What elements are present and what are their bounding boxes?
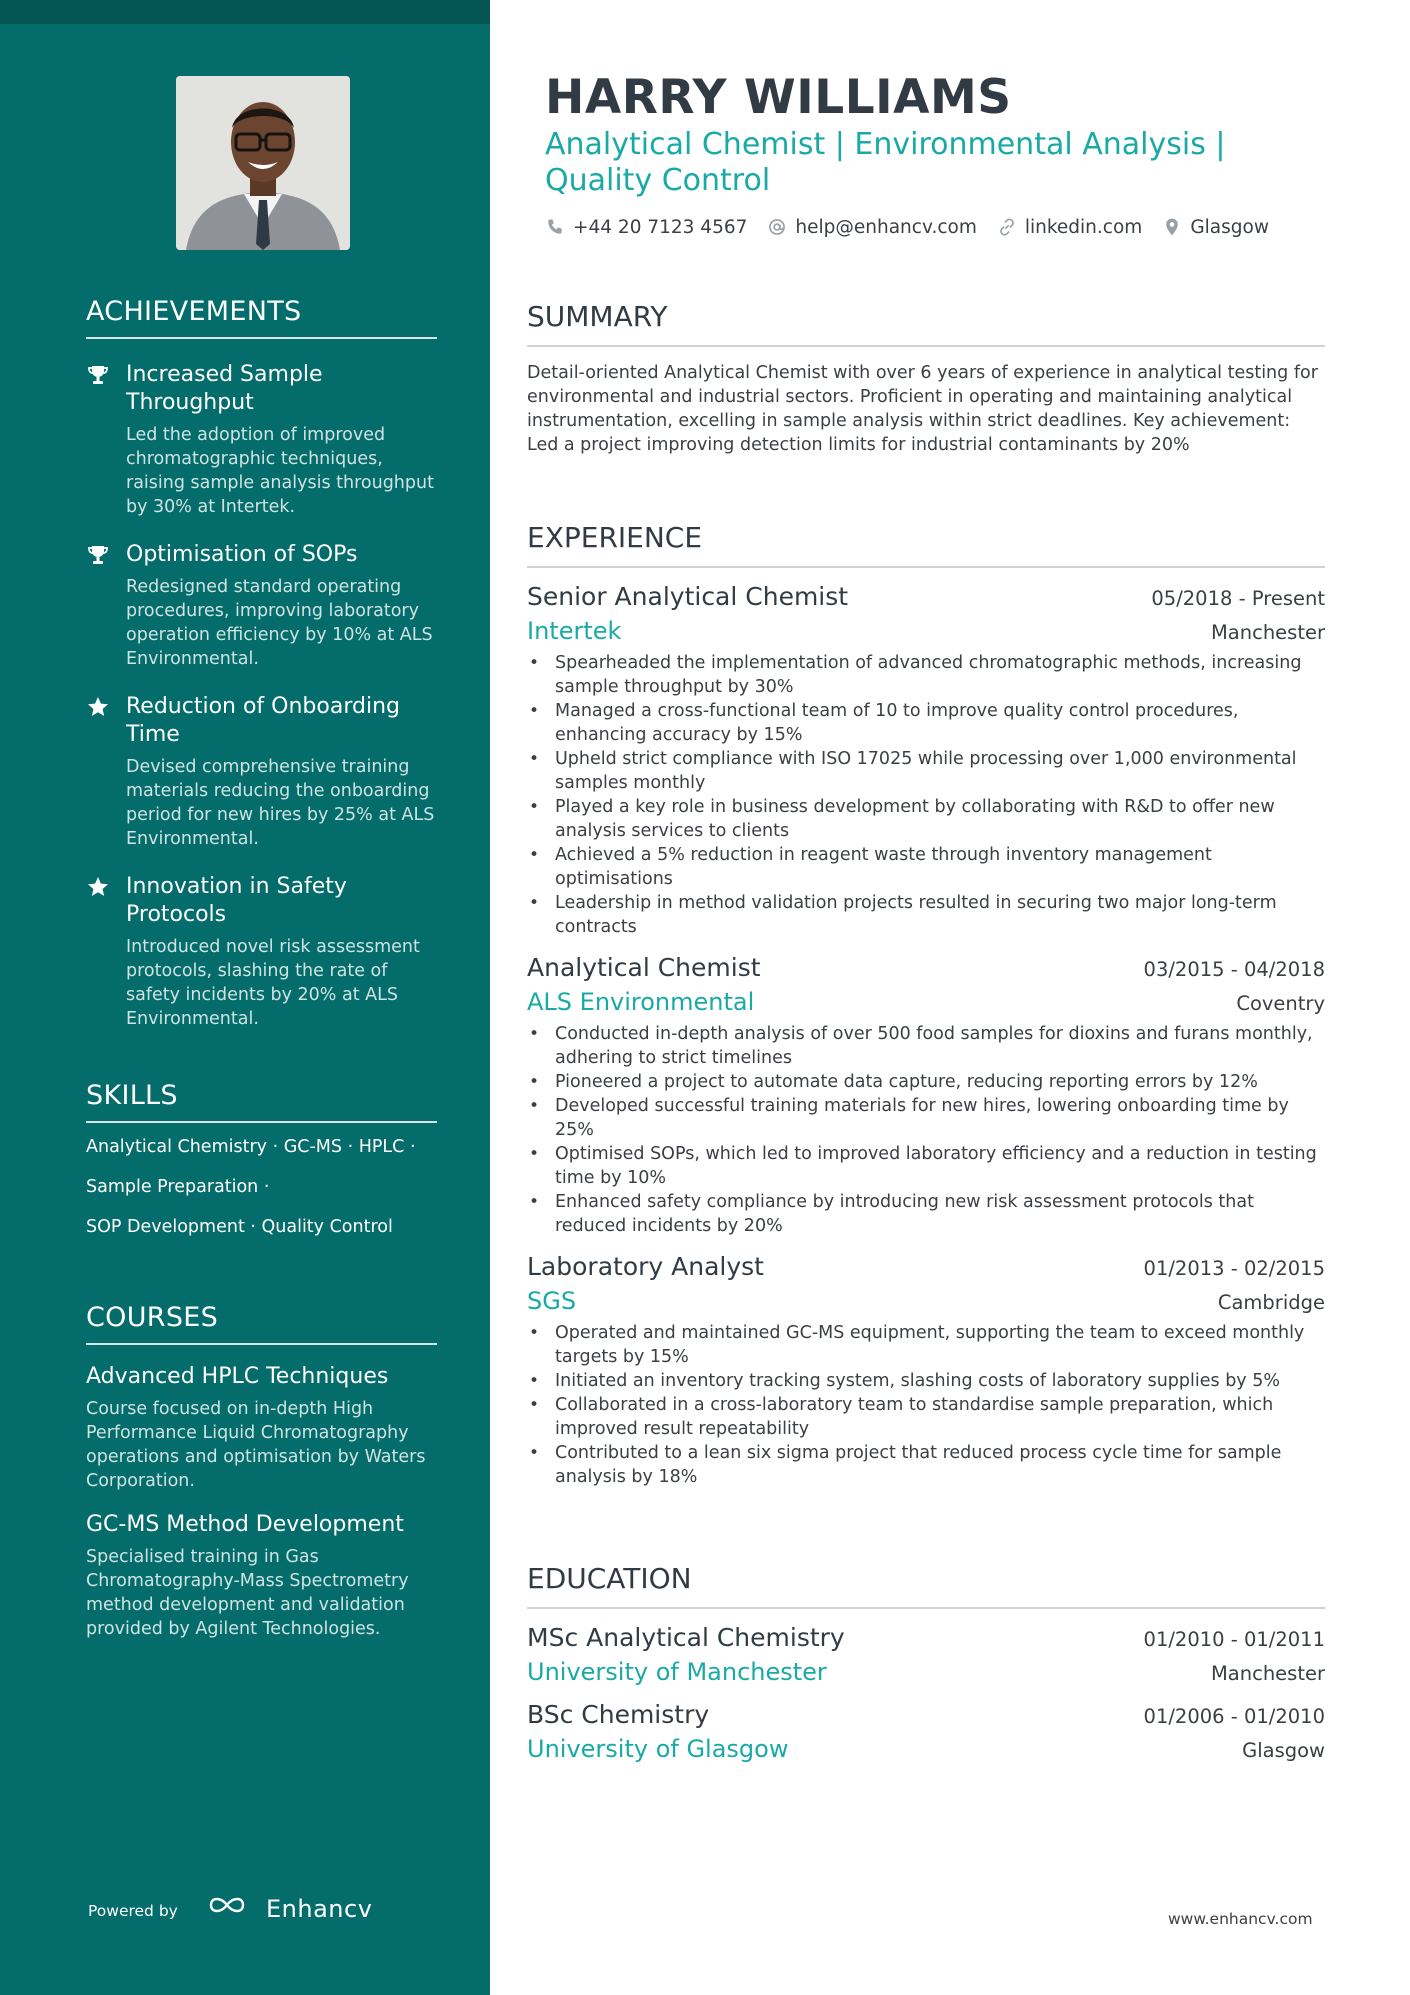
job-date: 03/2015 - 04/2018 [1143, 958, 1325, 981]
achievement-item [86, 873, 437, 1031]
phone-icon [545, 217, 565, 237]
skill-line: SOP Development · Quality Control [86, 1217, 393, 1237]
job-bullet: • Upheld strict compliance with ISO 17025 while processing over 1,000 environmental samples monthly [527, 747, 1325, 795]
job-bullets [527, 1321, 1325, 1489]
job-company-row [527, 1287, 1325, 1315]
job-bullet: • Played a key role in business development by collaborating with R&D to offer new analysis services to clients [527, 795, 1325, 843]
job-bullet: • Conducted in-depth analysis of over 500 food samples for dioxins and furans monthly, adhering to strict timelines [527, 1022, 1325, 1070]
job-bullet: • Initiated an inventory tracking system, slashing costs of laboratory supplies by 5% [527, 1369, 1325, 1393]
achievements-title: ACHIEVEMENTS [86, 296, 437, 339]
course-title: Advanced HPLC Techniques [86, 1364, 389, 1389]
education-location: Glasgow [1242, 1739, 1325, 1762]
enhancv-logo-icon [208, 1892, 246, 1918]
achievements-section [86, 296, 437, 1031]
job-company: Intertek [527, 617, 622, 645]
link-icon [997, 217, 1017, 237]
footer-url[interactable]: www.enhancv.com [1168, 1910, 1313, 1928]
enhancv-brand: Enhancv [266, 1895, 373, 1923]
job-company-row [527, 988, 1325, 1016]
job-location: Coventry [1236, 992, 1325, 1015]
contact-item[interactable] [997, 217, 1142, 238]
contact-item[interactable] [1162, 217, 1269, 238]
achievement-item [86, 361, 437, 519]
achievement-description: Introduced novel risk assessment protocols, slashing the rate of safety incidents by 20% at ALS Environmental. [126, 937, 420, 1029]
courses-section [86, 1302, 437, 1641]
contact-text: linkedin.com [1024, 216, 1143, 238]
education-school-row [527, 1735, 1325, 1763]
job-location: Manchester [1210, 621, 1325, 644]
job-company: ALS Environmental [527, 988, 755, 1016]
course-item [86, 1511, 437, 1641]
contact-text: help@enhancv.com [795, 216, 977, 238]
course-title: GC-MS Method Development [86, 1512, 404, 1537]
skills-title: SKILLS [86, 1080, 437, 1123]
education-entry [527, 1623, 1325, 1686]
job-title: Analytical Chemist [527, 953, 761, 982]
avatar-illustration [176, 76, 350, 250]
education-title: EDUCATION [527, 1562, 1325, 1609]
job-entry [527, 953, 1325, 1238]
job-bullet: • Pioneered a project to automate data capture, reducing reporting errors by 12% [527, 1070, 1325, 1094]
job-header-row [527, 953, 1325, 982]
education-degree: BSc Chemistry [527, 1700, 710, 1729]
star-icon [86, 695, 110, 719]
education-section [527, 1562, 1325, 1763]
achievement-item [86, 541, 437, 671]
trophy-icon [86, 543, 110, 567]
contact-item[interactable] [767, 217, 976, 238]
job-entry [527, 1252, 1325, 1489]
achievement-title: Reduction of Onboarding Time [126, 694, 400, 747]
candidate-headline: Analytical Chemist | Environmental Analysis | Quality Control [545, 127, 1226, 198]
achievement-title: Increased Sample Throughput [126, 362, 323, 415]
education-entry [527, 1700, 1325, 1763]
education-school: University of Glasgow [527, 1735, 789, 1763]
education-school-row [527, 1658, 1325, 1686]
location-icon [1162, 217, 1182, 237]
job-bullets [527, 1022, 1325, 1238]
job-bullet: • Spearheaded the implementation of advanced chromatographic methods, increasing sample throughput by 30% [527, 651, 1325, 699]
job-bullet: • Optimised SOPs, which led to improved laboratory efficiency and a reduction in testing time by 10% [527, 1142, 1325, 1190]
experience-section [527, 521, 1325, 1489]
profile-photo [176, 76, 350, 250]
job-date: 05/2018 - Present [1151, 587, 1325, 610]
education-header-row [527, 1623, 1325, 1652]
achievement-title: Innovation in Safety Protocols [126, 874, 347, 927]
contact-row [545, 214, 1289, 240]
achievement-item [86, 693, 437, 851]
job-location: Cambridge [1217, 1291, 1325, 1314]
job-bullet: • Leadership in method validation projects resulted in securing two major long-term contracts [527, 891, 1325, 939]
summary-title: SUMMARY [527, 300, 1325, 347]
contact-text: Glasgow [1190, 216, 1269, 238]
course-description: Specialised training in Gas Chromatography-Mass Spectrometry method development and validation provided by Agilent Technologies. [86, 1547, 409, 1639]
achievement-description: Redesigned standard operating procedures, improving laboratory operation efficiency by 10% at ALS Environmental. [126, 577, 433, 669]
job-title: Senior Analytical Chemist [527, 582, 849, 611]
achievement-title: Optimisation of SOPs [126, 542, 358, 567]
star-icon [86, 875, 110, 899]
job-bullet: • Managed a cross-functional team of 10 to improve quality control procedures, enhancing accuracy by 15% [527, 699, 1325, 747]
education-date: 01/2006 - 01/2010 [1143, 1705, 1325, 1728]
job-title: Laboratory Analyst [527, 1252, 764, 1281]
job-bullet: • Contributed to a lean six sigma project that reduced process cycle time for sample analysis by 18% [527, 1441, 1325, 1489]
skill-line: Analytical Chemistry · GC-MS · HPLC · [86, 1137, 416, 1157]
job-header-row [527, 582, 1325, 611]
skill-line: Sample Preparation · [86, 1177, 270, 1197]
sidebar-top-band [0, 0, 490, 24]
education-school: University of Manchester [527, 1658, 827, 1686]
education-location: Manchester [1210, 1662, 1325, 1685]
job-bullets [527, 651, 1325, 939]
skills-section [86, 1080, 437, 1239]
job-date: 01/2013 - 02/2015 [1143, 1257, 1325, 1280]
trophy-icon [86, 363, 110, 387]
at-icon [767, 217, 787, 237]
education-date: 01/2010 - 01/2011 [1143, 1628, 1325, 1651]
achievement-description: Devised comprehensive training materials reducing the onboarding period for new hires by 25% at ALS Environmental. [126, 757, 435, 849]
job-bullet: • Developed successful training materials for new hires, lowering onboarding time by 25% [527, 1094, 1325, 1142]
summary-text: Detail-oriented Analytical Chemist with over 6 years of experience in analytical testing for environmental and industrial sectors. Proficient in operating and maintaining analytical instrumentation, excelling in sample analysis within strict deadlines. Key achievement: Led a project improving detection limits for industrial contaminants by 20% [527, 363, 1318, 455]
contact-text: +44 20 7123 4567 [573, 216, 748, 238]
course-description: Course focused on in-depth High Performance Liquid Chromatography operations and optimisation by Waters Corporation. [86, 1399, 426, 1491]
courses-title: COURSES [86, 1302, 437, 1345]
contact-item[interactable] [545, 217, 747, 238]
course-item [86, 1363, 437, 1493]
job-entry [527, 582, 1325, 939]
powered-by-label: Powered by [88, 1902, 178, 1920]
job-header-row [527, 1252, 1325, 1281]
education-header-row [527, 1700, 1325, 1729]
summary-section [527, 300, 1325, 457]
achievement-description: Led the adoption of improved chromatographic techniques, raising sample analysis throughput by 30% at Intertek. [126, 425, 434, 517]
job-bullet: • Achieved a 5% reduction in reagent waste through inventory management optimisations [527, 843, 1325, 891]
job-bullet: • Operated and maintained GC-MS equipment, supporting the team to exceed monthly targets by 15% [527, 1321, 1325, 1369]
job-company: SGS [527, 1287, 577, 1315]
education-degree: MSc Analytical Chemistry [527, 1623, 845, 1652]
candidate-name: HARRY WILLIAMS [545, 70, 1012, 125]
sidebar [0, 0, 490, 1995]
job-company-row [527, 617, 1325, 645]
experience-title: EXPERIENCE [527, 521, 1325, 568]
job-bullet: • Enhanced safety compliance by introducing new risk assessment protocols that reduced incidents by 20% [527, 1190, 1325, 1238]
job-bullet: • Collaborated in a cross-laboratory team to standardise sample preparation, which improved result repeatability [527, 1393, 1325, 1441]
